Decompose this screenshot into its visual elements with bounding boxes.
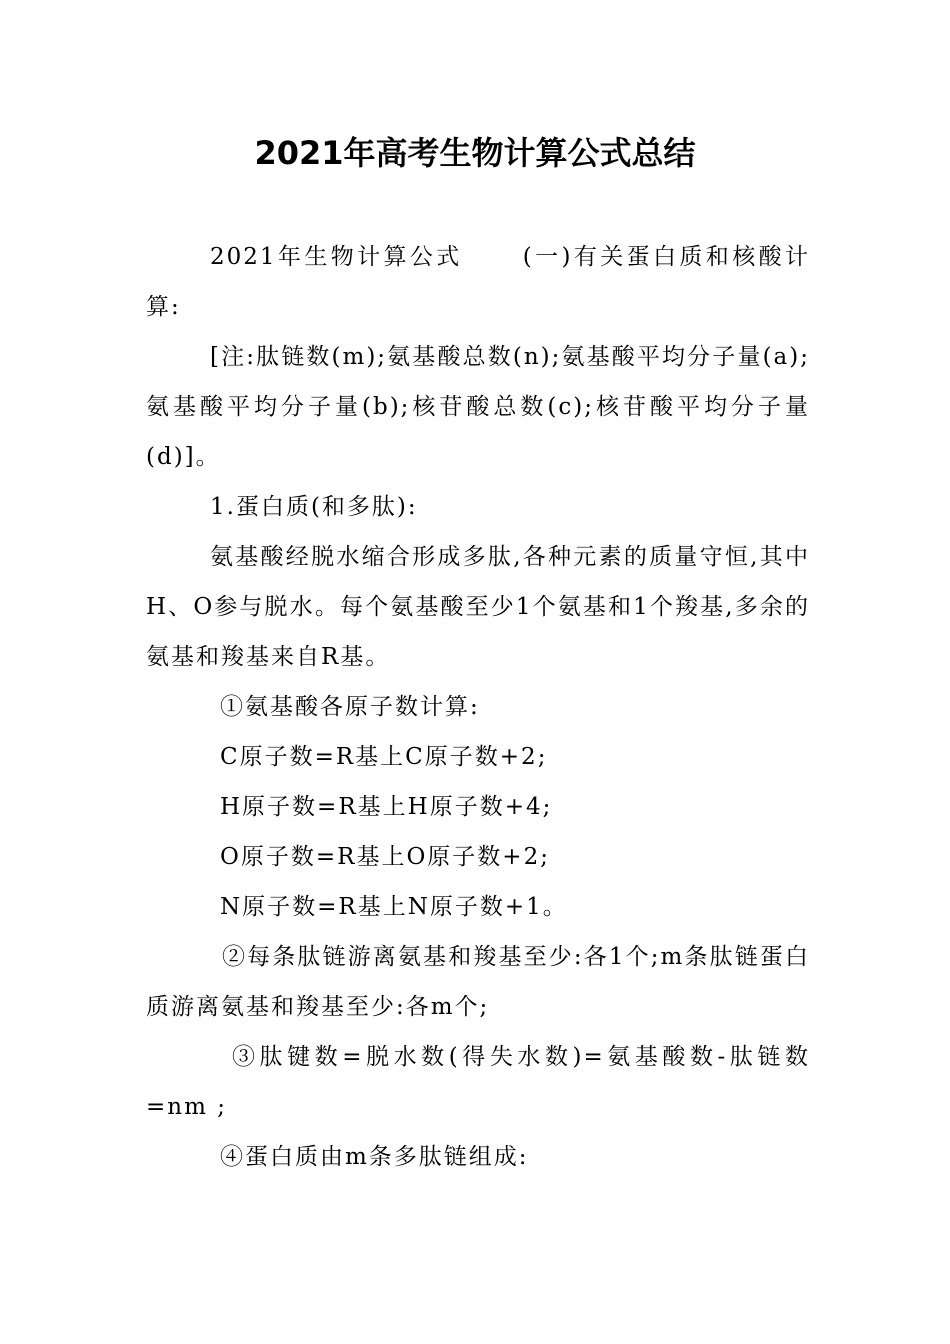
item2-paragraph: ②每条肽链游离氨基和羧基至少:各1个;m条肽链蛋白质游离氨基和羧基至少:各m个; [146, 944, 810, 1020]
document-body [146, 232, 810, 1182]
formula-c: C原子数=R基上C原子数+2; [220, 744, 548, 770]
intro-left-text: 2021年生物计算公式 [210, 244, 463, 270]
intro-right-text: (一)有关蛋白质和核酸计算: [146, 244, 810, 320]
section1-heading: 1.蛋白质(和多肽): [210, 494, 418, 520]
item3-paragraph: ③肽键数=脱水数(得失水数)=氨基酸数-肽链数=nm ; [146, 1044, 810, 1120]
item1-heading: ①氨基酸各原子数计算: [220, 694, 480, 720]
item4-paragraph: ④蛋白质由m条多肽链组成: [220, 1144, 529, 1170]
formula-o: O原子数=R基上O原子数+2; [220, 844, 550, 870]
formula-h: H原子数=R基上H原子数+4; [220, 794, 553, 820]
document-title: 2021年高考生物计算公式总结 [254, 134, 696, 172]
note-paragraph: [注:肽链数(m);氨基酸总数(n);氨基酸平均分子量(a);氨基酸平均分子量(b);核苷酸总数(c);核苷酸平均分子量(d)]。 [146, 344, 810, 470]
formula-n: N原子数=R基上N原子数+1。 [220, 894, 568, 920]
intro-paragraph [146, 232, 810, 332]
section1-paragraph: 氨基酸经脱水缩合形成多肽,各种元素的质量守恒,其中H、O参与脱水。每个氨基酸至少1个氨基和1个羧基,多余的氨基和羧基来自R基。 [146, 544, 810, 670]
